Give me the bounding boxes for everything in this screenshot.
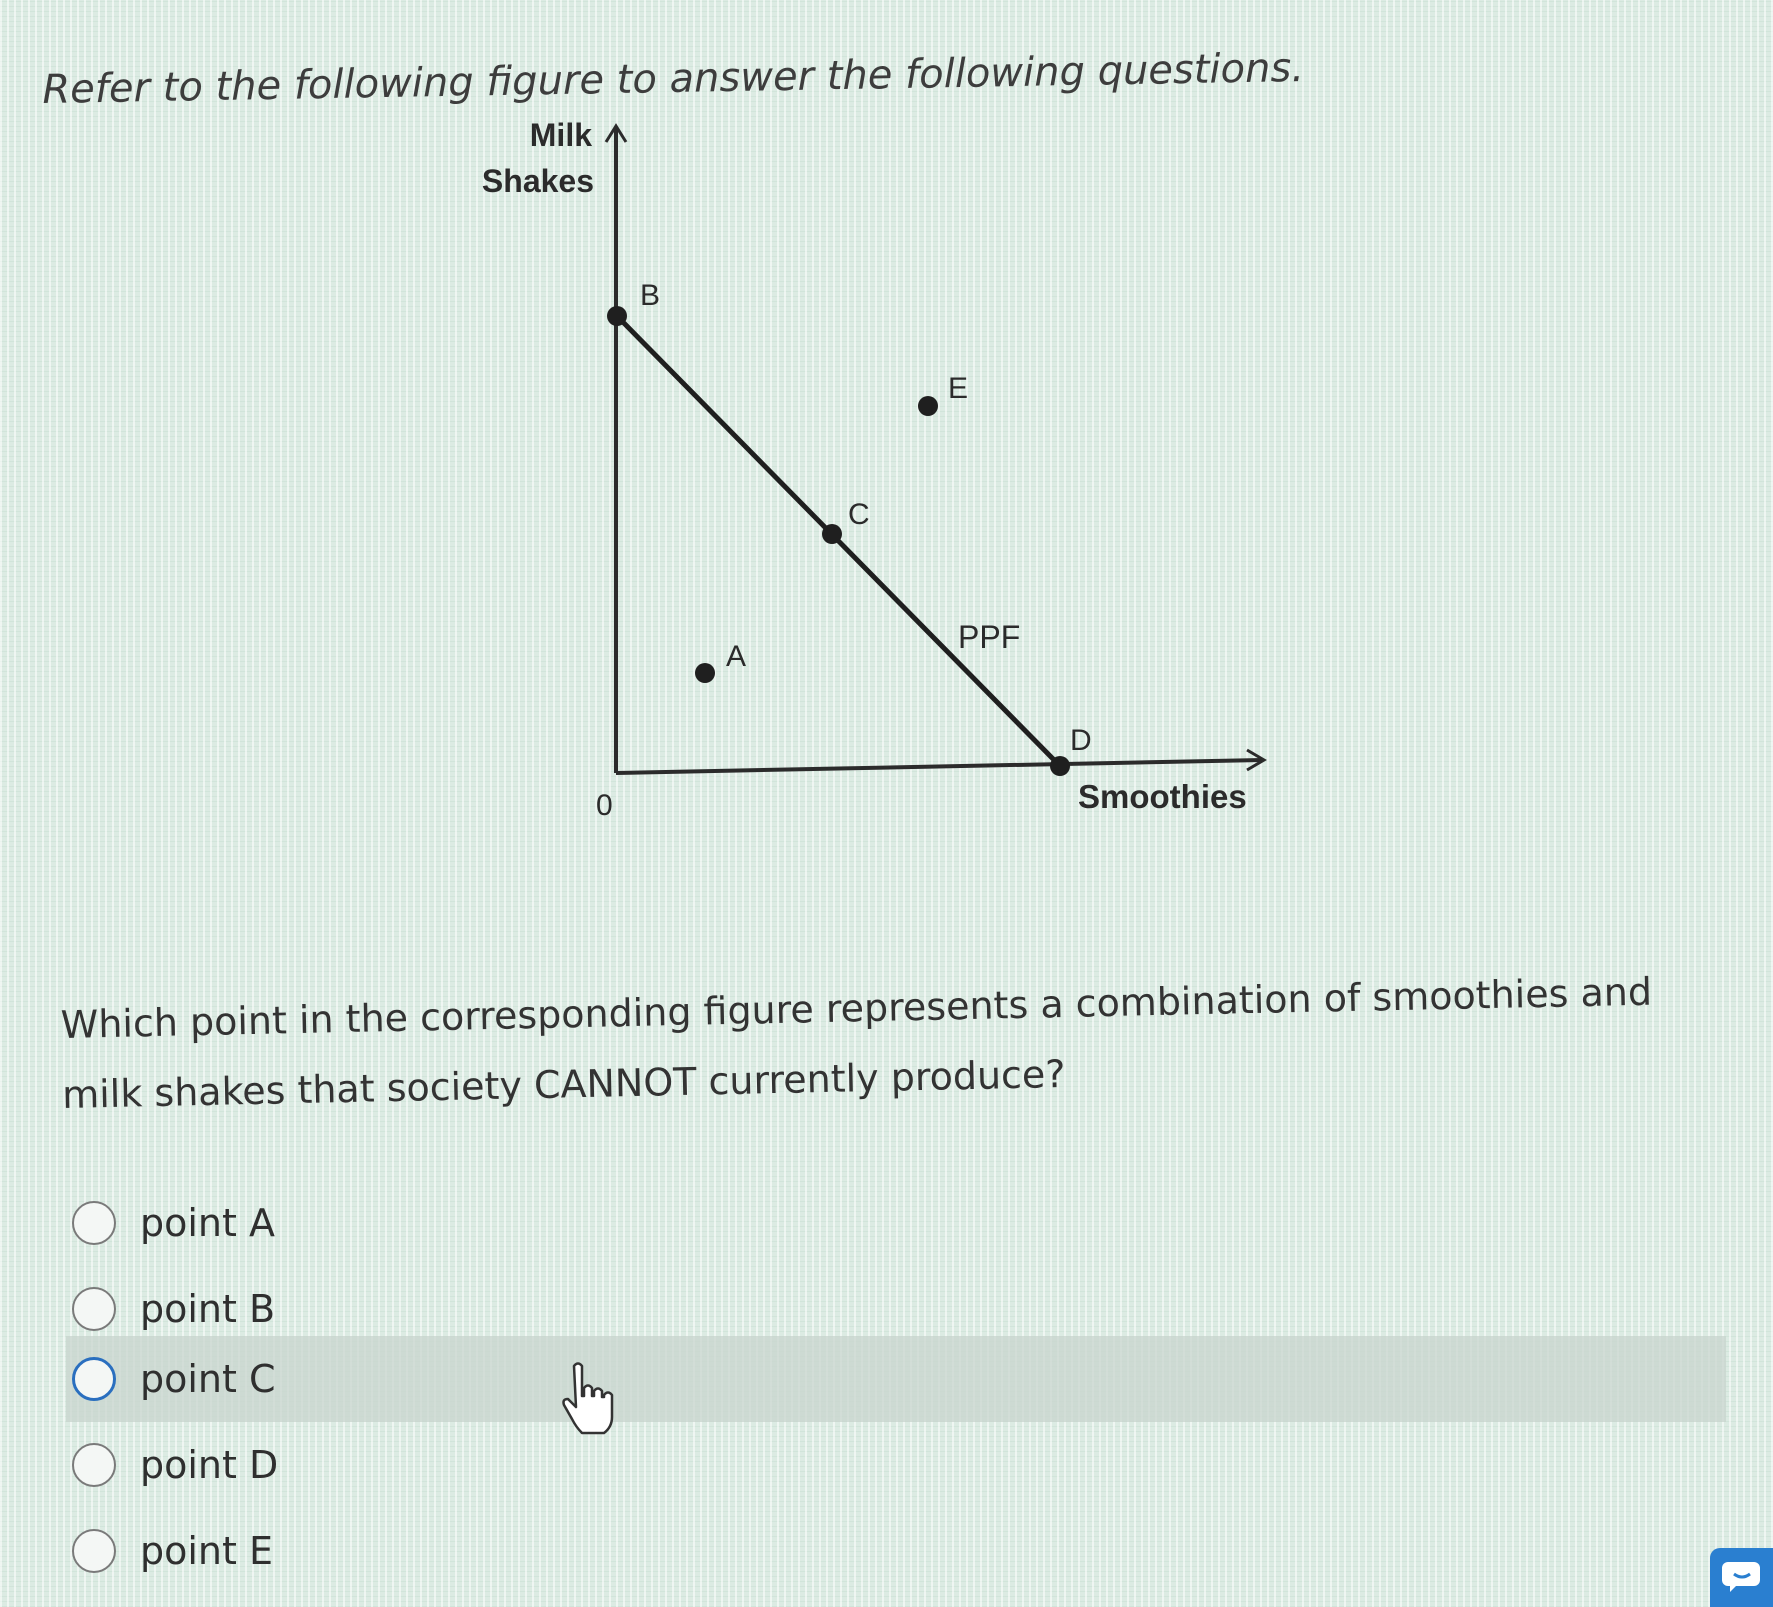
x-axis-label: Smoothies	[1078, 778, 1247, 815]
chat-bubble-icon	[1720, 1560, 1764, 1596]
point-d-marker	[1050, 756, 1070, 776]
chat-widget-button[interactable]	[1710, 1548, 1773, 1607]
option-label: point A	[140, 1201, 275, 1245]
option-point-e[interactable]	[66, 1508, 273, 1594]
point-d-label: D	[1070, 724, 1092, 757]
y-axis-label-milk: Milk	[529, 117, 592, 153]
point-c-marker	[822, 524, 842, 544]
point-c-label: C	[848, 498, 870, 531]
option-label: point C	[140, 1357, 276, 1401]
ppf-label: PPF	[958, 619, 1021, 655]
question-text: Which point in the corresponding figure represents a combination of smoothies and milk shakes that society CANNOT currently produce?	[60, 969, 1653, 1117]
option-label: point E	[140, 1529, 273, 1573]
y-axis-label-shakes: Shakes	[481, 163, 594, 199]
option-point-d[interactable]	[66, 1422, 278, 1508]
radio-button-c[interactable]	[72, 1357, 116, 1401]
radio-button-e[interactable]	[72, 1529, 116, 1573]
x-axis	[616, 760, 1262, 773]
hand-pointer-icon	[560, 1360, 620, 1440]
point-a-marker	[695, 663, 715, 683]
radio-button-d[interactable]	[72, 1443, 116, 1487]
option-point-a[interactable]	[66, 1180, 275, 1266]
point-e-label: E	[948, 372, 969, 405]
instruction-text: Refer to the following figure to answer the following questions.	[42, 44, 1305, 113]
point-b-label: B	[640, 279, 661, 312]
option-point-c[interactable]	[66, 1336, 1726, 1422]
point-b-marker	[607, 306, 627, 326]
point-a-label: A	[726, 640, 747, 673]
option-label: point B	[140, 1287, 276, 1331]
option-label: point D	[140, 1443, 279, 1487]
radio-button-b[interactable]	[72, 1287, 116, 1331]
origin-label: 0	[596, 789, 613, 822]
point-e-marker	[918, 396, 938, 416]
radio-button-a[interactable]	[72, 1201, 116, 1245]
